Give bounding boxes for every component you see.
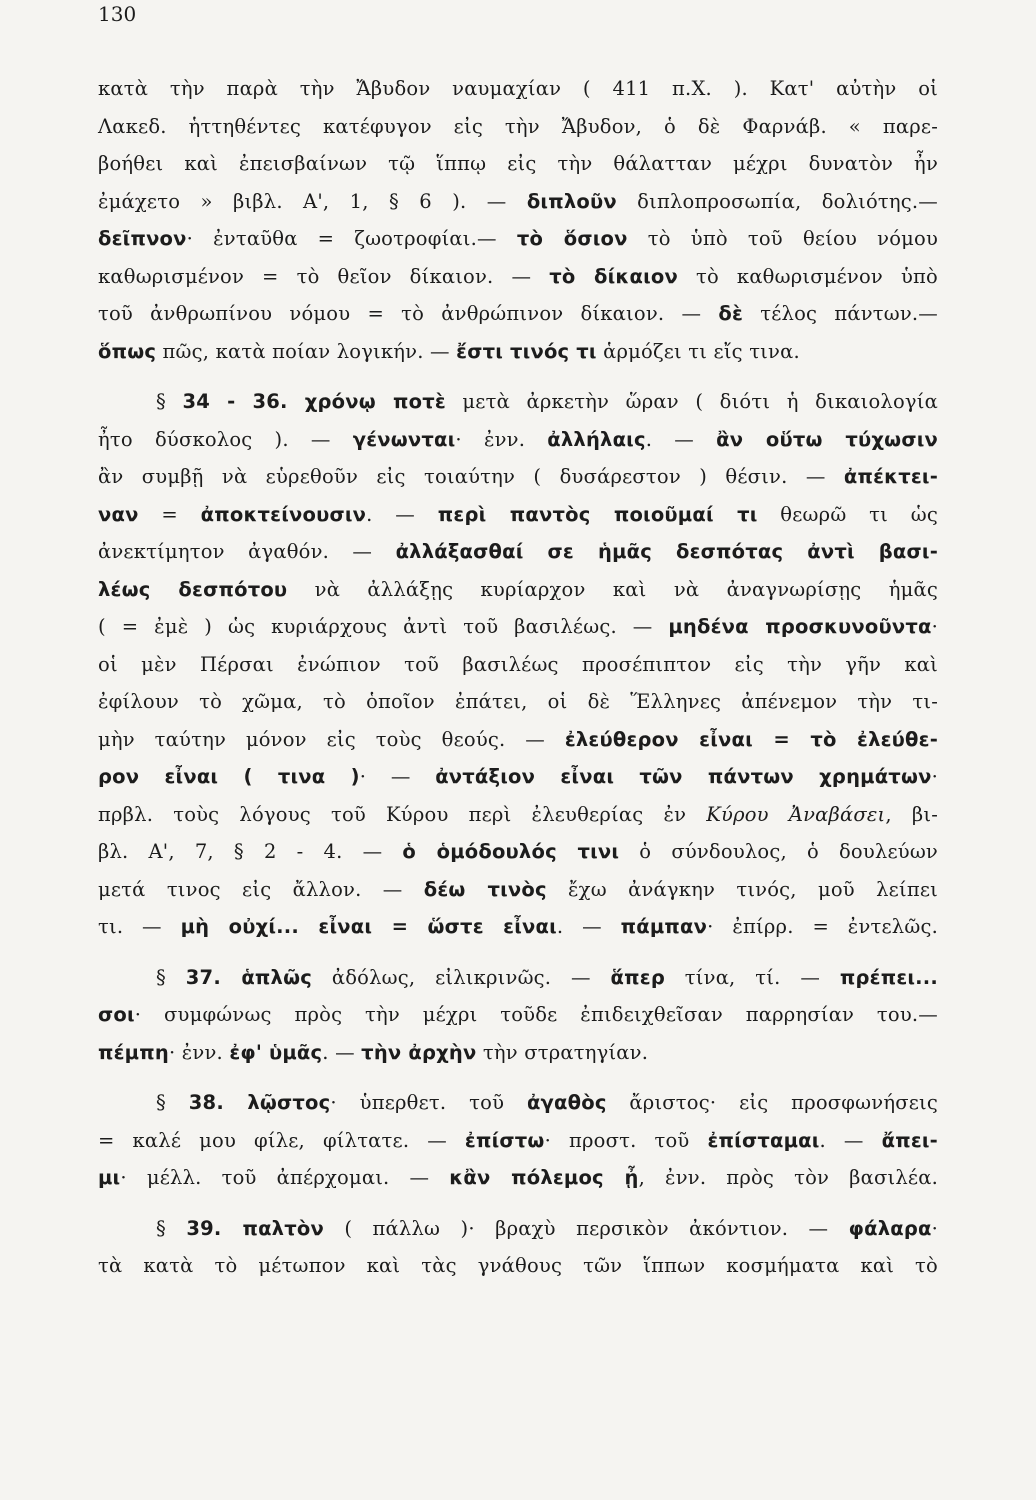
text-line [98, 220, 938, 258]
text-run: πρβλ. τοὺς λόγους τοῦ Κύρου περὶ ἐλευθερίας ἐν [98, 802, 707, 826]
bold-lemma: ρον εἶναι ( τινα ) [98, 765, 360, 788]
bold-lemma: πάμπαν [620, 915, 708, 938]
bold-lemma: ἂν οὕτω τύχωσιν [716, 427, 938, 451]
text-run: . — [645, 427, 717, 451]
bold-lemma: 34 - 36. χρόνῳ ποτὲ [182, 390, 446, 413]
bold-lemma: ἄπει- [881, 1128, 938, 1152]
bold-lemma: ἅπερ [610, 965, 665, 989]
text-line [98, 421, 938, 459]
text-run: ἦτο δύσκολος ). — [98, 427, 353, 451]
text-run: , ἐνν. πρὸς τὸν βασιλέα. [638, 1166, 938, 1189]
section-heading-38 [98, 1084, 938, 1122]
text-run: · μέλλ. τοῦ ἀπέρχομαι. — [120, 1166, 450, 1189]
text-run: τέλος πάντων.— [743, 302, 938, 325]
bold-lemma: διπλοῦν [526, 189, 617, 213]
text-run: πῶς, κατὰ ποίαν λογικήν. — [156, 339, 457, 363]
text-run: οἱ μὲν Πέρσαι ἐνώπιον τοῦ βασιλέως προσέπιπτον εἰς τὴν γῆν καὶ [98, 652, 938, 676]
text-run: ἁρμόζει τι εἴς τινα. [596, 339, 800, 363]
text-run: = καλέ μου φίλε, φίλτατε. — [98, 1128, 465, 1152]
text-run: μὴν ταύτην μόνον εἰς τοὺς θεούς. — [98, 727, 565, 751]
text-run: ( πάλλω )· βραχὺ περσικὸν ἀκόντιον. — [323, 1216, 849, 1240]
text-run: . — [556, 915, 621, 938]
bold-lemma: δεῖπνον [98, 227, 187, 250]
bold-lemma: ἐλεύθερον εἶναι = τὸ ἐλεύθε- [564, 727, 938, 751]
text-run: Λακεδ. ἡττηθέντες κατέφυγον εἰς τὴν Ἄβυδον, ὁ δὲ Φαρνάβ. « παρε- [98, 114, 938, 138]
text-run: ( = ἐμὲ ) ὡς κυριάρχους ἀντὶ τοῦ βασιλέως. — [98, 615, 669, 638]
bold-lemma: μηδένα προσκυνοῦντα [668, 615, 932, 638]
text-run: ἔχω ἀνάγκην τινός, μοῦ λείπει [546, 877, 938, 901]
bold-lemma: μι [98, 1166, 121, 1189]
text-run: · συμφώνως πρὸς τὴν μέχρι τοῦδε ἐπιδειχθεῖσαν παρρησίαν του.— [134, 1003, 938, 1026]
text-run: τὴν στρατηγίαν. [476, 1040, 649, 1064]
text-run: · [931, 1216, 938, 1240]
text-run: § [156, 390, 183, 413]
text-run: · — [359, 765, 436, 788]
text-line [98, 833, 938, 871]
bold-lemma: 37. ἁπλῶς [185, 965, 313, 989]
text-run: § [156, 965, 186, 989]
text-line [98, 908, 938, 946]
bold-lemma: δὲ [718, 302, 744, 325]
text-run: καθωρισμένον = τὸ θεῖον δίκαιον. — [98, 264, 550, 288]
text-line [98, 996, 938, 1034]
text-line [98, 571, 938, 609]
section-heading-39 [98, 1210, 938, 1248]
italic-title: Κύρου Ἀναβάσει [706, 802, 886, 826]
bold-lemma: ἀλλήλαις [547, 427, 646, 451]
text-line [98, 333, 938, 371]
text-run: § [156, 1091, 189, 1114]
text-run: κατὰ τὴν παρὰ τὴν Ἄβυδον ναυμαχίαν ( 411 π.Χ. ). Κατ' αὐτὴν οἱ [98, 77, 938, 100]
text-run: ὁ σύνδουλος, ὁ δουλεύων [619, 840, 938, 863]
bold-lemma: ἀλλάξασθαί σε ἡμᾶς δεσπότας ἀντὶ βασι- [395, 540, 938, 563]
text-line [98, 533, 938, 571]
bold-lemma: ἐπίστω [464, 1128, 545, 1152]
text-line [98, 145, 938, 183]
text-run: ἂν συμβῇ νὰ εὑρεθοῦν εἰς τοιαύτην ( δυσάρεστον ) θέσιν. — [98, 465, 844, 488]
bold-lemma: κἂν πόλεμος ᾖ [449, 1166, 639, 1189]
text-line [98, 295, 938, 333]
section-heading-34-36 [98, 383, 938, 421]
text-line [98, 683, 938, 721]
commentary-text [98, 70, 938, 1285]
bold-lemma: πρέπει... [839, 965, 938, 989]
text-run: . — [322, 1040, 362, 1064]
bold-lemma: 38. λῷστος [188, 1091, 331, 1114]
text-line [98, 183, 938, 221]
bold-lemma: ὅπως [98, 339, 157, 363]
text-run: τὸ ὑπὸ τοῦ θείου νόμου [627, 227, 939, 250]
bold-lemma: περὶ παντὸς ποιοῦμαί τι [437, 502, 758, 526]
text-line [98, 70, 938, 108]
text-run: ἀδόλως, εἰλικρινῶς. — [312, 965, 611, 989]
text-run: διπλοπροσωπία, δολιότης.— [616, 189, 939, 213]
bold-lemma: ἐφ' ὑμᾶς [229, 1040, 323, 1064]
text-run: βοήθει καὶ ἐπεισβαίνων τῷ ἵππῳ εἰς τὴν θάλατταν μέχρι δυνατὸν ἦν [98, 152, 938, 175]
text-run: · ὑπερθετ. τοῦ [330, 1091, 527, 1114]
bold-lemma: ναν [98, 502, 139, 526]
text-run: μετά τινος εἰς ἄλλον. — [98, 877, 424, 901]
text-run: = [138, 502, 201, 526]
text-run: · ἐπίρρ. = ἐντελῶς. [707, 915, 938, 938]
text-line [98, 1159, 938, 1197]
text-run: · [931, 615, 938, 638]
text-line [98, 608, 938, 646]
text-line [98, 258, 938, 296]
bold-lemma: τὸ δίκαιον [549, 264, 678, 288]
text-line [98, 1034, 938, 1072]
bold-lemma: 39. παλτὸν [186, 1216, 324, 1240]
text-line [98, 871, 938, 909]
text-run: νὰ ἀλλάξῃς κυρίαρχον καὶ νὰ ἀναγνωρίσῃς ἡμᾶς [287, 577, 938, 601]
text-run: τὸ καθωρισμένον ὑπὸ [677, 264, 938, 288]
bold-lemma: τὴν ἀρχὴν [361, 1040, 477, 1064]
page-number: 130 [98, 2, 137, 26]
text-run: · προστ. τοῦ [544, 1128, 708, 1152]
text-run: τοῦ ἀνθρωπίνου νόμου = τὸ ἀνθρώπινον δίκαιον. — [98, 302, 719, 325]
bold-lemma: τὸ ὅσιον [516, 227, 628, 250]
text-run: τὰ κατὰ τὸ μέτωπον καὶ τὰς γνάθους τῶν ἵππων κοσμήματα καὶ τὸ [98, 1254, 938, 1277]
text-run: · ἐνν. [455, 427, 548, 451]
text-run: . — [366, 502, 438, 526]
bold-lemma: δέω τινὸς [423, 877, 547, 901]
text-line [98, 721, 938, 759]
text-run: · ἐνν. [168, 1040, 230, 1064]
text-run: τι. — [98, 915, 181, 938]
bold-lemma: ἀποκτείνουσιν [200, 502, 367, 526]
bold-lemma: ἀγαθὸς [526, 1091, 607, 1114]
bold-lemma: γένωνται [352, 427, 456, 451]
text-line [98, 796, 938, 834]
bold-lemma: λέως δεσπότου [98, 577, 288, 601]
text-run: · ἐνταῦθα = ζωοτροφίαι.— [186, 227, 517, 250]
text-run: ἄριστος· εἰς προσφωνήσεις [606, 1091, 938, 1114]
bold-lemma: πέμπη [98, 1040, 169, 1064]
bold-lemma: σοι [98, 1003, 135, 1026]
text-line [98, 1122, 938, 1160]
bold-lemma: μὴ οὐχί... εἶναι = ὥστε εἶναι [180, 915, 557, 938]
bold-lemma: ἀντάξιον εἶναι τῶν πάντων χρημάτων [435, 765, 932, 788]
text-run: · [931, 765, 938, 788]
text-run: βλ. Α', 7, § 2 - 4. — [98, 840, 403, 863]
bold-lemma: ἐπίσταμαι [707, 1128, 820, 1152]
bold-lemma: φάλαρα [848, 1216, 932, 1240]
bold-lemma: ἀπέκτει- [843, 465, 938, 488]
text-line [98, 646, 938, 684]
text-run: , βι- [885, 802, 938, 826]
text-line [98, 758, 938, 796]
section-heading-37 [98, 959, 938, 997]
text-line [98, 458, 938, 496]
text-line [98, 1247, 938, 1285]
bold-lemma: ὁ ὁμόδουλός τινι [402, 840, 620, 863]
bold-lemma: ἔστι τινός τι [456, 339, 597, 363]
text-run: ἐφίλουν τὸ χῶμα, τὸ ὁποῖον ἐπάτει, οἱ δὲ Ἕλληνες ἀπένεμον τὴν τι- [98, 690, 938, 713]
text-run: . — [819, 1128, 882, 1152]
text-line [98, 496, 938, 534]
text-run: § [156, 1216, 187, 1240]
text-run: ἐμάχετο » βιβλ. Α', 1, § 6 ). — [98, 189, 527, 213]
text-run: μετὰ ἀρκετὴν ὥραν ( διότι ἡ δικαιολογία [445, 390, 938, 413]
text-line [98, 108, 938, 146]
text-run: ἀνεκτίμητον ἀγαθόν. — [98, 540, 396, 563]
text-run: θεωρῶ τι ὡς [757, 502, 939, 526]
text-run: τίνα, τί. — [664, 965, 840, 989]
